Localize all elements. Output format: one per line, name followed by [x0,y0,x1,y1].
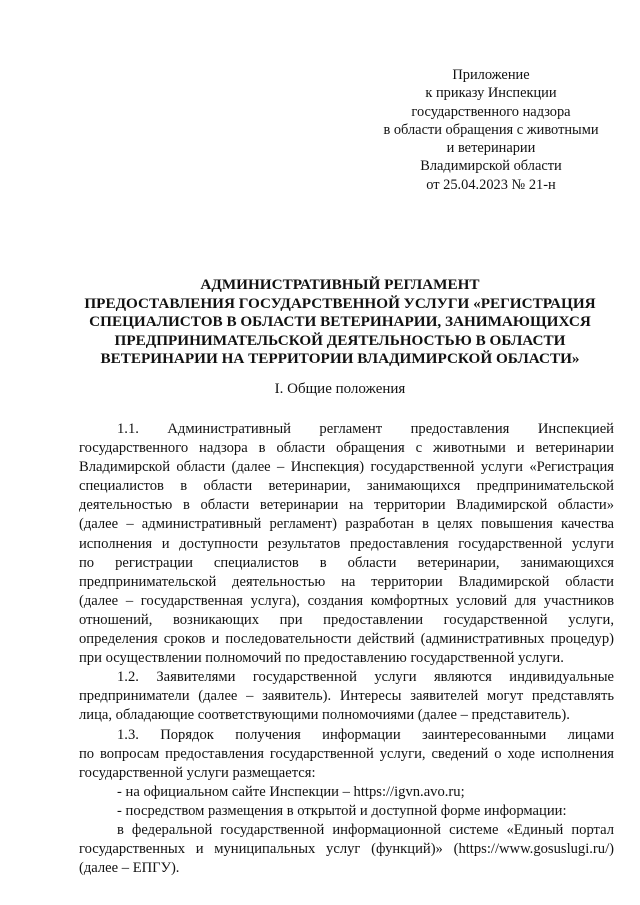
title-line: ВЕТЕРИНАРИИ НА ТЕРРИТОРИИ ВЛАДИМИРСКОЙ ОБЛАСТИ» [100,350,580,368]
paragraph-line: специалистов в области ветеринарии, занимающихся предпринимательской [79,478,614,495]
paragraph-line: (далее – административный регламент) разработан в целях повышения качества [79,516,614,533]
paragraph-line: лица, обладающие соответствующими полномочиями (далее – представитель). [79,707,570,724]
body-text [79,420,614,878]
paragraph-line: 1.1. Административный регламент предоставления Инспекцией [117,421,614,437]
paragraph-line: (далее – ЕПГУ). [79,860,180,877]
title-line: СПЕЦИАЛИСТОВ В ОБЛАСТИ ВЕТЕРИНАРИИ, ЗАНИМАЮЩИХСЯ [89,313,591,331]
paragraph-line: отношений, возникающих при предоставлении государственной услуги, [79,611,614,628]
paragraph-line: 1.2. Заявителями государственной услуги являются индивидуальные [117,669,614,686]
paragraph-line: Владимирской области (далее – Инспекция) государственной услуги «Регистрация [79,459,614,476]
paragraph-line: государственного надзора в области обращения с животными и ветеринарии [79,440,614,457]
appendix-line: и ветеринарии [446,140,536,157]
appendix-line: к приказу Инспекции [425,85,557,102]
paragraph-line: предприниматели (далее – заявитель). Интересы заявителей могут представлять [79,688,614,705]
paragraph-line: государственных и муниципальных услуг (функций)» (https://www.gosuslugi.ru/) [79,841,614,858]
paragraph-line: исполнения и доступности результатов предоставления государственной услуги [79,535,614,552]
appendix-line: Приложение [452,67,530,83]
paragraph-line: предпринимательской деятельностью на территории Владимирской области [79,573,614,590]
paragraph-line: 1.3. Порядок получения информации заинтересованными лицами [117,726,614,743]
paragraph-line: государственной услуги размещается: [79,764,316,781]
appendix-line: от 25.04.2023 № 21-н [426,176,556,193]
paragraph-line: определения сроков и последовательности действий (административных процедур) [79,631,614,648]
appendix-line: государственного надзора [411,103,571,120]
paragraph-line: при осуществлении полномочий по предоставлению государственной услуги. [79,650,564,667]
paragraph-line: - на официальном сайте Инспекции – https://igvn.avo.ru; [117,783,465,800]
paragraph-line: по вопросам предоставления государственной услуги, сведений о ходе исполнения [79,745,614,762]
title-line: АДМИНИСТРАТИВНЫЙ РЕГЛАМЕНТ [200,276,480,293]
appendix-line: Владимирской области [420,158,562,175]
paragraph-line: деятельностью в области ветеринарии на территории Владимирской области» [79,497,614,514]
appendix-line: в области обращения с животными [383,121,599,138]
title-line: ПРЕДПРИНИМАТЕЛЬСКОЙ ДЕЯТЕЛЬНОСТЬЮ В ОБЛАСТИ [114,331,566,349]
paragraph-line: в федеральной государственной информационной системе «Единый портал [117,821,614,838]
appendix-block [360,66,622,194]
paragraph-line: по регистрации специалистов в области ветеринарии, занимающихся [79,554,614,571]
paragraph-line: - посредством размещения в открытой и доступной форме информации: [117,802,567,819]
document-title [60,276,620,369]
paragraph-line: (далее – государственная услуга), создания комфортных условий для участников [79,592,614,609]
section-heading: I. Общие положения [274,381,406,397]
title-line: ПРЕДОСТАВЛЕНИЯ ГОСУДАРСТВЕННОЙ УСЛУГИ «РЕГИСТРАЦИЯ [84,294,596,312]
